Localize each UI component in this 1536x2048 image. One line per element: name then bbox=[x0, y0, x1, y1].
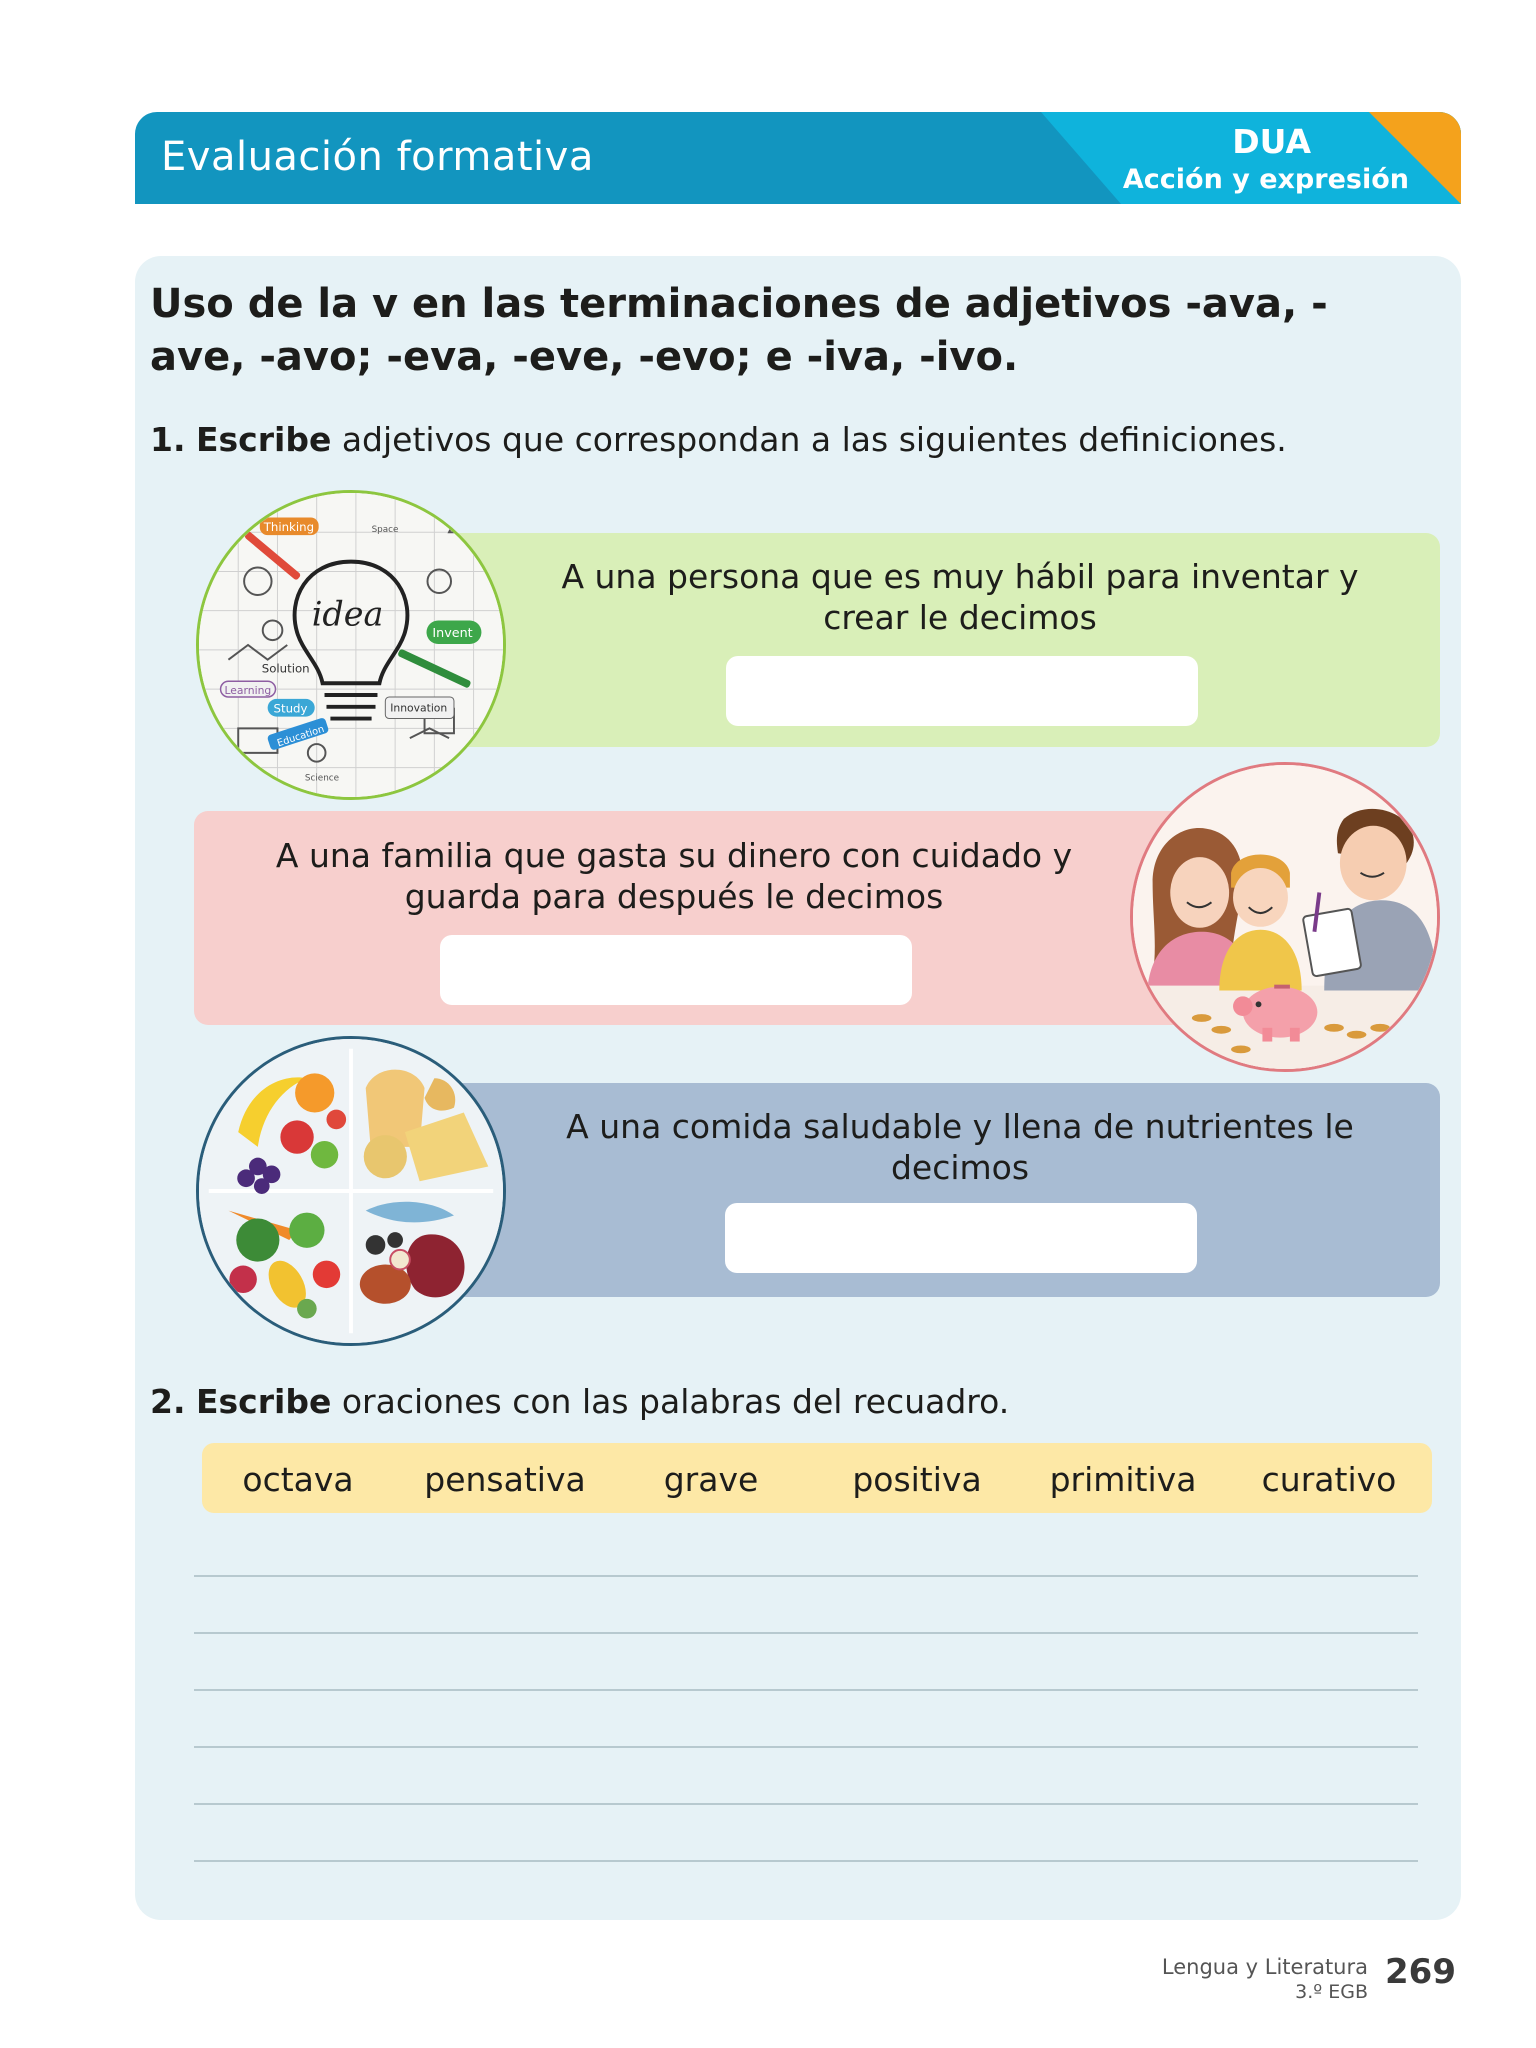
svg-text:Solution: Solution bbox=[261, 661, 310, 676]
food-plate-icon bbox=[199, 1039, 503, 1343]
svg-text:Space: Space bbox=[371, 525, 399, 536]
healthy-food-plate-illustration bbox=[196, 1036, 506, 1346]
word-bank-item: grave bbox=[663, 1460, 759, 1499]
exercise-2-verb: Escribe bbox=[196, 1382, 332, 1421]
svg-text:Innovation: Innovation bbox=[390, 701, 448, 715]
dua-label: DUA bbox=[1232, 122, 1311, 161]
exercise-2-number: 2. bbox=[150, 1382, 186, 1421]
family-piggy-bank-icon bbox=[1133, 765, 1437, 1069]
exercise-1-number: 1. bbox=[150, 420, 186, 459]
exercise-1-text: adjetivos que correspondan a las siguientes definiciones. bbox=[331, 420, 1287, 459]
word-bank-item: pensativa bbox=[424, 1460, 586, 1499]
answer-field-3[interactable] bbox=[725, 1203, 1197, 1273]
page-number: 269 bbox=[1385, 1952, 1456, 1992]
section-banner bbox=[135, 112, 1461, 204]
dua-subtitle: Acción y expresión bbox=[1122, 164, 1409, 195]
svg-text:Invent: Invent bbox=[432, 626, 473, 642]
writing-line[interactable] bbox=[194, 1689, 1418, 1691]
family-saving-illustration bbox=[1130, 762, 1440, 1072]
doodle-word-idea: idea bbox=[311, 594, 384, 634]
answer-field-2[interactable] bbox=[440, 935, 912, 1005]
svg-text:Study: Study bbox=[273, 701, 308, 716]
definition-text-1: A una persona que es muy hábil para inventar y crear le decimos bbox=[561, 557, 1359, 637]
writing-line[interactable] bbox=[194, 1746, 1418, 1748]
activity-title: Uso de la v en las terminaciones de adjetivos -ava, -ave, -avo; -eva, -eve, -evo; e -iva, -ivo. bbox=[150, 281, 1328, 380]
writing-line[interactable] bbox=[194, 1575, 1418, 1577]
banner-title: Evaluación formativa bbox=[161, 134, 594, 180]
word-bank-item: curativo bbox=[1261, 1460, 1397, 1499]
svg-text:Education: Education bbox=[275, 723, 326, 750]
svg-text:Learning: Learning bbox=[224, 684, 272, 698]
exercise-1-verb: Escribe bbox=[196, 420, 332, 459]
svg-text:Thinking: Thinking bbox=[263, 520, 315, 535]
word-bank-item: octava bbox=[242, 1460, 354, 1499]
writing-line[interactable] bbox=[194, 1632, 1418, 1634]
footer-subject: Lengua y Literatura bbox=[1161, 1955, 1368, 1979]
exercise-2-instruction bbox=[150, 1382, 1009, 1421]
footer-grade: 3.º EGB bbox=[1295, 1981, 1368, 2003]
lightbulb-doodle-icon bbox=[199, 493, 503, 797]
exercise-2-text: oraciones con las palabras del recuadro. bbox=[331, 1382, 1010, 1421]
word-bank-item: positiva bbox=[852, 1460, 982, 1499]
lightbulb-idea-illustration bbox=[196, 490, 506, 800]
definition-text-3: A una comida saludable y llena de nutrientes le decimos bbox=[566, 1107, 1354, 1187]
svg-text:Science: Science bbox=[304, 773, 340, 784]
writing-line[interactable] bbox=[194, 1803, 1418, 1805]
writing-line[interactable] bbox=[194, 1860, 1418, 1862]
answer-field-1[interactable] bbox=[726, 656, 1198, 726]
word-bank-item: primitiva bbox=[1049, 1460, 1197, 1499]
definition-text-2: A una familia que gasta su dinero con cuidado y guarda para después le decimos bbox=[275, 836, 1073, 916]
exercise-1-instruction bbox=[150, 420, 1287, 459]
